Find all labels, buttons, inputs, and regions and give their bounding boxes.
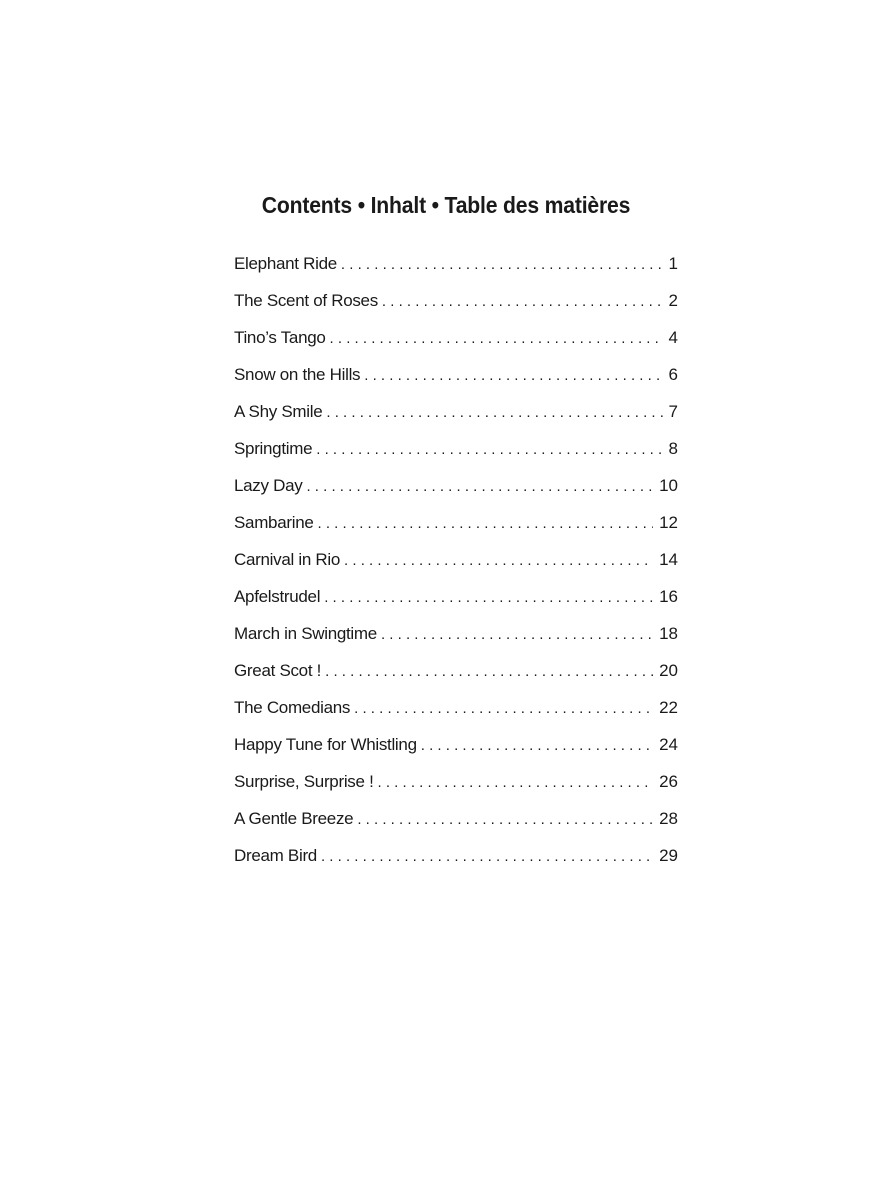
dot-leader	[330, 320, 663, 357]
dot-leader	[321, 838, 653, 875]
toc-entry	[234, 467, 678, 504]
toc-entry-page: 10	[659, 476, 678, 495]
toc-entry-title: Lazy Day	[234, 476, 303, 495]
toc-entry-page: 28	[659, 809, 678, 828]
toc-entry-title: Great Scot !	[234, 661, 322, 680]
toc-entry	[234, 541, 678, 578]
table-of-contents	[234, 245, 678, 874]
toc-entry	[234, 504, 678, 541]
toc-entry-page: 26	[659, 772, 678, 791]
toc-entry-page: 6	[668, 365, 678, 384]
toc-entry	[234, 763, 678, 800]
dot-leader	[325, 653, 653, 690]
dot-leader	[318, 505, 654, 542]
toc-entry	[234, 837, 678, 874]
toc-entry-page: 22	[659, 698, 678, 717]
dot-leader	[421, 727, 653, 764]
toc-entry-title: The Comedians	[234, 698, 351, 717]
dot-leader	[326, 394, 662, 431]
dot-leader	[316, 431, 662, 468]
toc-entry-page: 16	[659, 587, 678, 606]
toc-entry	[234, 282, 678, 319]
toc-entry	[234, 726, 678, 763]
toc-entry-title: Snow on the Hills	[234, 365, 361, 384]
toc-entry-page: 20	[659, 661, 678, 680]
toc-entry-title: Surprise, Surprise !	[234, 772, 374, 791]
toc-entry-page: 12	[659, 513, 678, 532]
dot-leader	[306, 468, 653, 505]
dot-leader	[364, 357, 662, 394]
toc-entry-title: Elephant Ride	[234, 254, 337, 273]
toc-entry-title: Tino’s Tango	[234, 328, 326, 347]
toc-entry-title: March in Swingtime	[234, 624, 377, 643]
toc-entry-page: 29	[659, 846, 678, 865]
toc-entry-title: Springtime	[234, 439, 313, 458]
toc-entry-page: 7	[668, 402, 678, 421]
toc-entry	[234, 245, 678, 282]
toc-entry-page: 14	[659, 550, 678, 569]
toc-entry	[234, 652, 678, 689]
dot-leader	[354, 690, 653, 727]
toc-entry	[234, 615, 678, 652]
toc-entry-title: Carnival in Rio	[234, 550, 341, 569]
toc-entry-title: Dream Bird	[234, 846, 317, 865]
dot-leader	[344, 542, 653, 579]
toc-entry-title: A Gentle Breeze	[234, 809, 354, 828]
dot-leader	[324, 579, 653, 616]
dot-leader	[378, 764, 654, 801]
toc-entry-title: Apfelstrudel	[234, 587, 321, 606]
toc-entry-title: Happy Tune for Whistling	[234, 735, 417, 754]
toc-entry	[234, 356, 678, 393]
toc-entry-title: A Shy Smile	[234, 402, 323, 421]
toc-entry	[234, 689, 678, 726]
toc-entry-title: Sambarine	[234, 513, 314, 532]
toc-entry-page: 2	[668, 291, 678, 310]
dot-leader	[341, 246, 663, 283]
toc-entry	[234, 319, 678, 356]
toc-entry	[234, 430, 678, 467]
toc-entry-page: 18	[659, 624, 678, 643]
toc-entry-page: 8	[668, 439, 678, 458]
toc-entry	[234, 393, 678, 430]
dot-leader	[357, 801, 653, 838]
toc-entry	[234, 578, 678, 615]
toc-entry	[234, 800, 678, 837]
toc-entry-title: The Scent of Roses	[234, 291, 378, 310]
toc-entry-page: 24	[659, 735, 678, 754]
toc-entry-page: 4	[668, 328, 678, 347]
page-title: Contents • Inhalt • Table des matières	[261, 192, 631, 218]
dot-leader	[381, 616, 653, 653]
dot-leader	[382, 283, 663, 320]
toc-entry-page: 1	[668, 254, 678, 273]
